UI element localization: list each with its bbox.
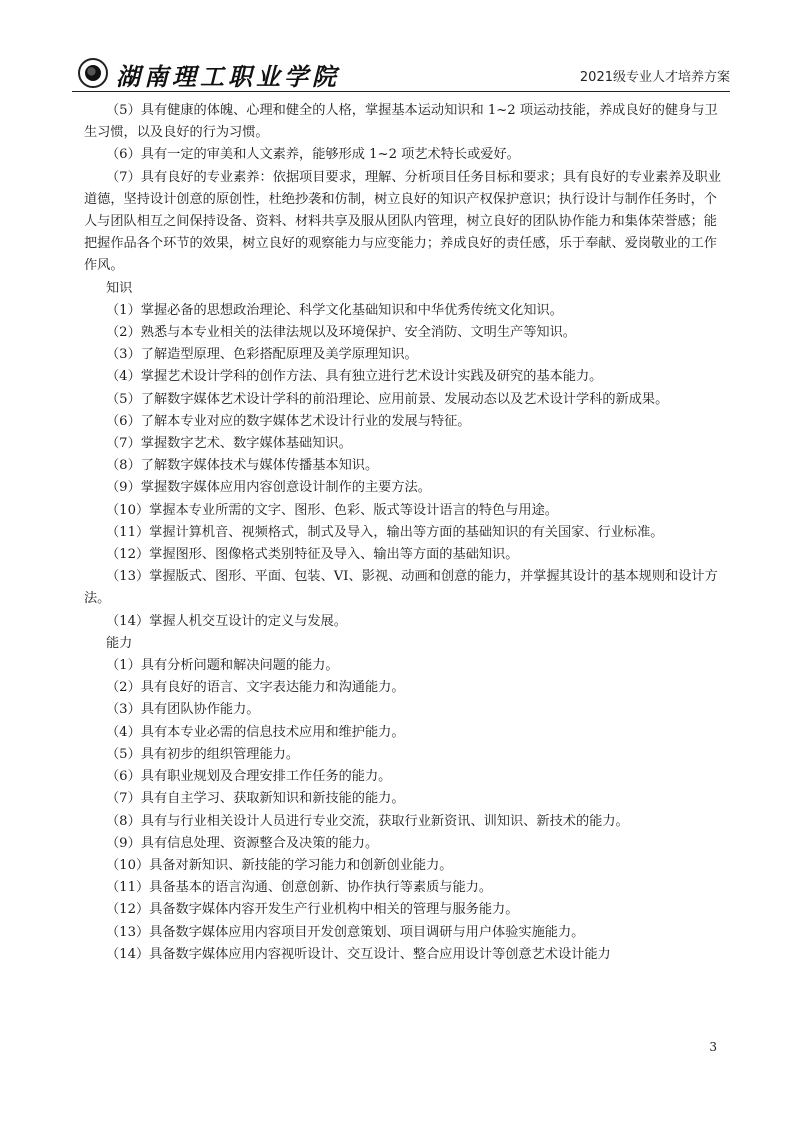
list-item: （6）具有一定的审美和人文素养，能够形成 1~2 项艺术特长或爱好。 [106,147,520,163]
list-item: （13）具备数字媒体应用内容项目开发创意策划、项目调研与用户体验实施能力。 [106,924,585,940]
list-item: （5）具有初步的组织管理能力。 [106,746,300,762]
list-item: （3）了解造型原理、色彩搭配原理及美学原理知识。 [106,347,418,363]
list-item: （1）掌握必备的思想政治理论、科学文化基础知识和中华优秀传统文化知识。 [106,302,563,318]
list-item: （3）具有团队协作能力。 [106,702,260,718]
list-item: （2）具有良好的语言、文字表达能力和沟通能力。 [106,680,405,696]
list-item: （8）具有与行业相关设计人员进行专业交流，获取行业新资讯、训知识、新技术的能力。 [106,813,629,829]
school-name: 湖南理工职业学院 [116,62,340,91]
list-item: （8）了解数字媒体技术与媒体传播基本知识。 [106,458,379,474]
list-item: （14）掌握人机交互设计的定义与发展。 [106,613,347,629]
list-item: （10）掌握本专业所需的文字、图形、色彩、版式等设计语言的特色与用途。 [106,502,558,518]
list-item: （5）具有健康的体魄、心理和健全的人格，掌握基本运动知识和 1~2 项运动技能，养成良好的健身与卫生习惯，以及良好的行为习惯。 [84,103,718,141]
section-heading: 能力 [106,635,133,651]
list-item: （9）掌握数字媒体应用内容创意设计制作的主要方法。 [106,480,431,496]
list-item: （13）掌握版式、图形、平面、包装、VI、影视、动画和创意的能力，并掌握其设计的基本规则和设计方法。 [84,569,718,607]
list-item: （11）掌握计算机音、视频格式，制式及导入，输出等方面的基础知识的有关国家、行业标准。 [106,524,664,540]
header-divider [72,91,730,92]
document-body [84,100,730,966]
list-item: （2）熟悉与本专业相关的法律法规以及环境保护、安全消防、文明生产等知识。 [106,325,576,341]
section-heading: 知识 [106,280,133,296]
list-item: （7）具有自主学习、获取新知识和新技能的能力。 [106,791,405,807]
list-item: （4）掌握艺术设计学科的创作方法、具有独立进行艺术设计实践及研究的基本能力。 [106,369,603,385]
page-header [72,52,730,90]
list-item: （6）了解本专业对应的数字媒体艺术设计行业的发展与特征。 [106,413,471,429]
list-item: （5）了解数字媒体艺术设计学科的前沿理论、应用前景、发展动态以及艺术设计学科的新成果。 [106,391,669,407]
list-item: （10）具备对新知识、新技能的学习能力和创新创业能力。 [106,857,453,873]
list-item: （7）具有良好的专业素养：依据项目要求，理解、分析项目任务目标和要求；具有良好的专业素养及职业道德，坚持设计创意的原创性，杜绝抄袭和仿制，树立良好的知识产权保护意识；执行设计与制作任务时，个人与团队相互之间保持设备、资料、材料共享及服从团队内管理，树立良好的团队协作能力和集体荣誉感；能把握作品各个环节的效果，树立良好的观察能力与应变能力；养成良好的责任感，乐于奉献、爱岗敬业的工作作风。 [84,169,722,274]
document-title: 2021级专业人才培养方案 [579,70,730,85]
page-number: 3 [709,1040,717,1054]
list-item: （6）具有职业规划及合理安排工作任务的能力。 [106,769,392,785]
list-item: （1）具有分析问题和解决问题的能力。 [106,658,339,674]
list-item: （4）具有本专业必需的信息技术应用和维护能力。 [106,724,405,740]
list-item: （7）掌握数字艺术、数字媒体基础知识。 [106,436,352,452]
list-item: （12）掌握图形、图像格式类别特征及导入、输出等方面的基础知识。 [106,547,519,563]
school-logo-icon [78,58,108,88]
list-item: （12）具备数字媒体内容开发生产行业机构中相关的管理与服务能力。 [106,902,519,918]
list-item: （11）具备基本的语言沟通、创意创新、协作执行等素质与能力。 [106,880,493,896]
list-item: （14）具备数字媒体应用内容视听设计、交互设计、整合应用设计等创意艺术设计能力 [106,946,611,962]
list-item: （9）具有信息处理、资源整合及决策的能力。 [106,835,379,851]
